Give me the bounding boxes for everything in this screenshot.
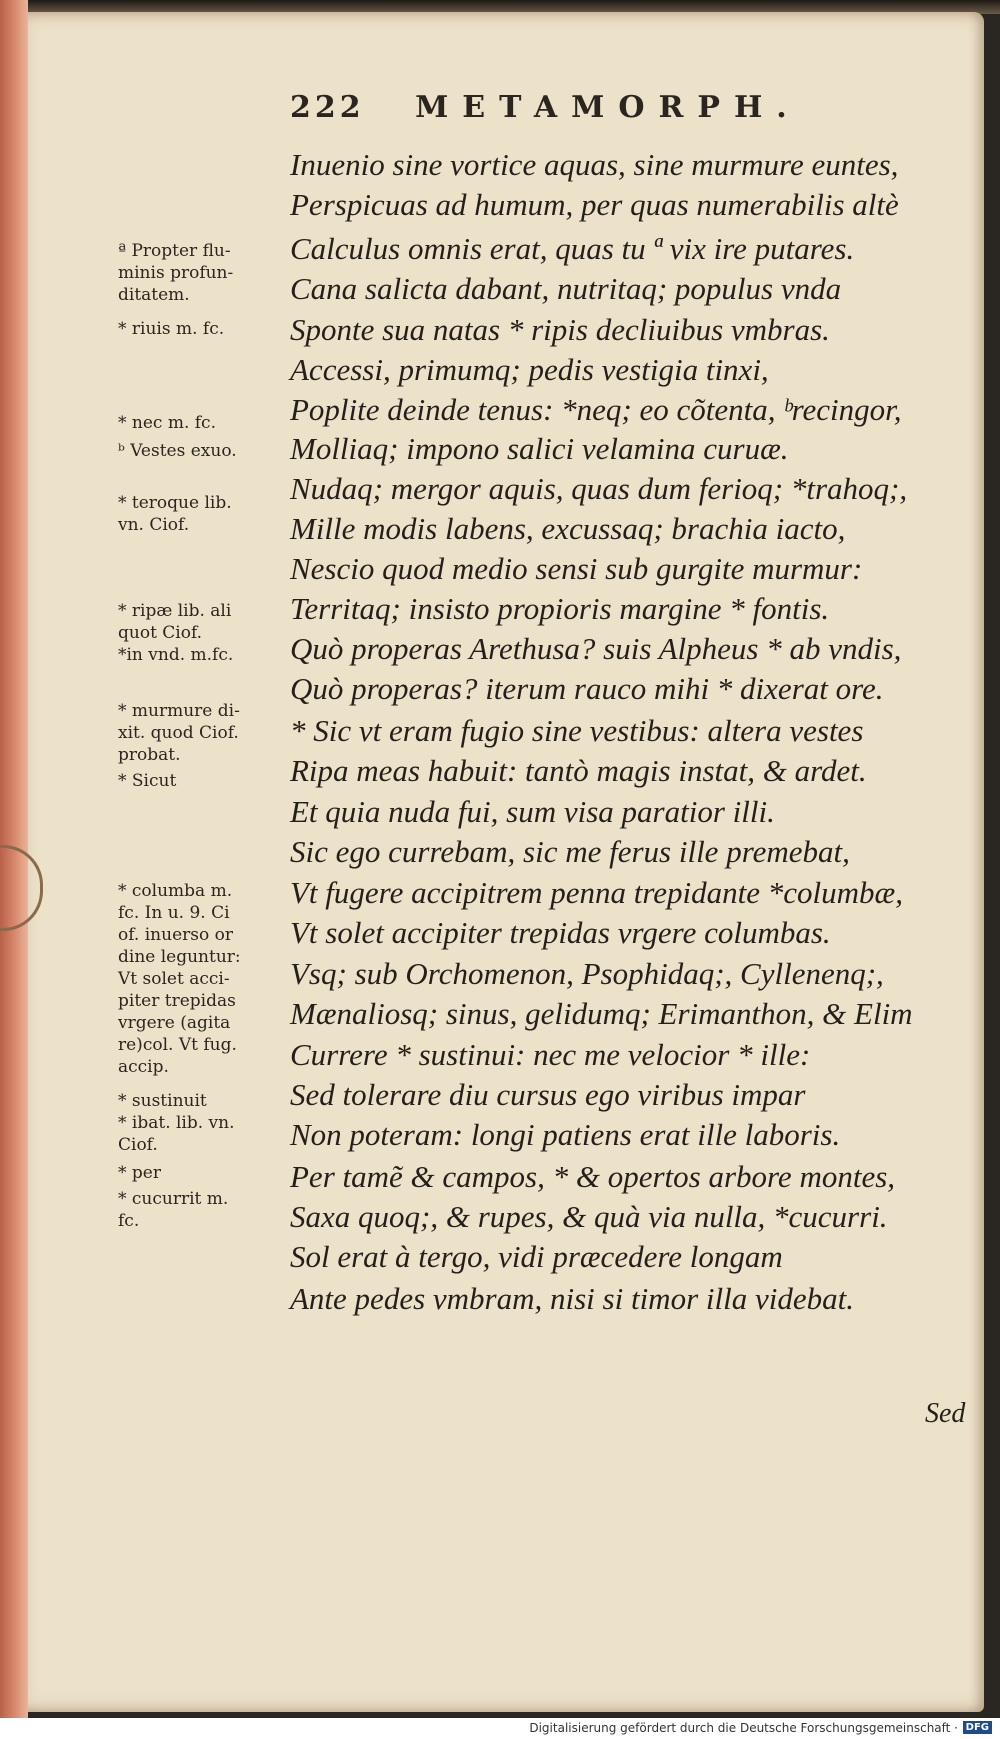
margin-note: ª Propter flu- <box>118 241 231 261</box>
margin-note: re)col. Vt fug. <box>118 1035 237 1055</box>
verse-line: Quò properas Arethusa? suis Alpheus * ab vndis, <box>290 631 902 666</box>
margin-note: * ripæ lib. ali <box>118 601 232 621</box>
verse-line: Quò properas? iterum rauco mihi * dixerat ore. <box>290 671 884 706</box>
margin-note: dine leguntur: <box>118 947 241 967</box>
margin-note: vn. Ciof. <box>118 515 190 535</box>
margin-note: fc. In u. 9. Ci <box>118 903 230 923</box>
verse-line: Poplite deinde tenus: *neq; eo cõtenta, ᵇrecingor, <box>290 392 902 427</box>
margin-note: of. inuerso or <box>118 925 233 945</box>
verse-line: Vt solet accipiter trepidas vrgere columbas. <box>290 915 831 950</box>
margin-note: * riuis m. fc. <box>118 319 225 339</box>
verse-line: Sol erat à tergo, vidi præcedere longam <box>290 1239 783 1274</box>
verse-line: Calculus omnis erat, quas tu ª vix ire putares. <box>290 231 855 266</box>
verse-line: Non poteram: longi patiens erat ille laboris. <box>290 1117 841 1152</box>
verse-line: Inuenio sine vortice aquas, sine murmure euntes, <box>290 147 899 182</box>
margin-note: * per <box>118 1163 161 1183</box>
margin-note: minis profun- <box>118 263 234 283</box>
verse-line: Currere * sustinui: nec me velocior * ille: <box>290 1037 811 1072</box>
margin-note: * murmure di- <box>118 701 240 721</box>
verse-line: Territaq; insisto propioris margine * fontis. <box>290 591 830 626</box>
margin-note: * nec m. fc. <box>118 413 216 433</box>
verse-line: Mænaliosq; sinus, gelidumq; Erimanthon, & Elim <box>290 996 913 1031</box>
catchword: Sed <box>925 1398 966 1429</box>
margin-note: ditatem. <box>118 285 190 305</box>
margin-note: Ciof. <box>118 1135 158 1155</box>
margin-note: piter trepidas <box>118 991 236 1011</box>
margin-note: accip. <box>118 1057 169 1077</box>
margin-note: * ibat. lib. vn. <box>118 1113 235 1133</box>
verse-line: Saxa quoq;, & rupes, & quà via nulla, *cucurri. <box>290 1199 888 1234</box>
running-header <box>290 90 850 130</box>
verse-line: Nescio quod medio sensi sub gurgite murmur: <box>290 551 863 586</box>
verse-line: * Sic vt eram fugio sine vestibus: altera vestes <box>290 713 864 748</box>
verse-line: Sed tolerare diu cursus ego viribus impar <box>290 1077 806 1112</box>
verse-line: Vt fugere accipitrem penna trepidante *columbæ, <box>290 875 903 910</box>
verse-line: Ante pedes vmbram, nisi si timor illa videbat. <box>290 1281 854 1316</box>
dfg-logo: DFG <box>963 1721 992 1734</box>
footer-credit: Digitalisierung gefördert durch die Deutsche Forschungsgemeinschaft · <box>529 1721 958 1735</box>
margin-note: * sustinuit <box>118 1091 207 1111</box>
margin-note: probat. <box>118 745 181 765</box>
margin-note: ᵇ Vestes exuo. <box>118 441 237 461</box>
margin-note: *in vnd. m.fc. <box>118 645 234 665</box>
margin-note: * cucurrit m. <box>118 1189 229 1209</box>
margin-note: fc. <box>118 1211 140 1231</box>
verse-line: Nudaq; mergor aquis, quas dum ferioq; *trahoq;, <box>290 471 908 506</box>
margin-note: Vt solet acci- <box>118 969 230 989</box>
running-title: METAMORPH. <box>415 90 801 125</box>
verse-line: Per tamẽ & campos, * & opertos arbore montes, <box>290 1159 896 1194</box>
verse-line: Et quia nuda fui, sum visa paratior illi. <box>290 794 775 829</box>
margin-note: quot Ciof. <box>118 623 203 643</box>
verse-line: Mille modis labens, excussaq; brachia iacto, <box>290 511 846 546</box>
margin-note: * Sicut <box>118 771 177 791</box>
margin-note: xit. quod Ciof. <box>118 723 239 743</box>
verse-line: Perspicuas ad humum, per quas numerabilis altè <box>290 187 899 222</box>
page-number: 222 <box>290 90 365 125</box>
margin-note: vrgere (agita <box>118 1013 231 1033</box>
verse-line: Vsq; sub Orchomenon, Psophidaq;, Cyllenenq;, <box>290 956 884 991</box>
verse-line: Molliaq; impono salici velamina curuæ. <box>290 431 789 466</box>
margin-note: * columba m. <box>118 881 233 901</box>
verse-line: Sponte sua natas * ripis decliuibus vmbras. <box>290 312 830 347</box>
margin-note: * teroque lib. <box>118 493 232 513</box>
verse-line: Sic ego currebam, sic me ferus ille premebat, <box>290 834 850 869</box>
verse-line: Accessi, primumq; pedis vestigia tinxi, <box>290 352 769 387</box>
digitization-footer <box>0 1718 1000 1739</box>
verse-line: Ripa meas habuit: tantò magis instat, & ardet. <box>290 753 867 788</box>
verse-line: Cana salicta dabant, nutritaq; populus vnda <box>290 271 842 306</box>
